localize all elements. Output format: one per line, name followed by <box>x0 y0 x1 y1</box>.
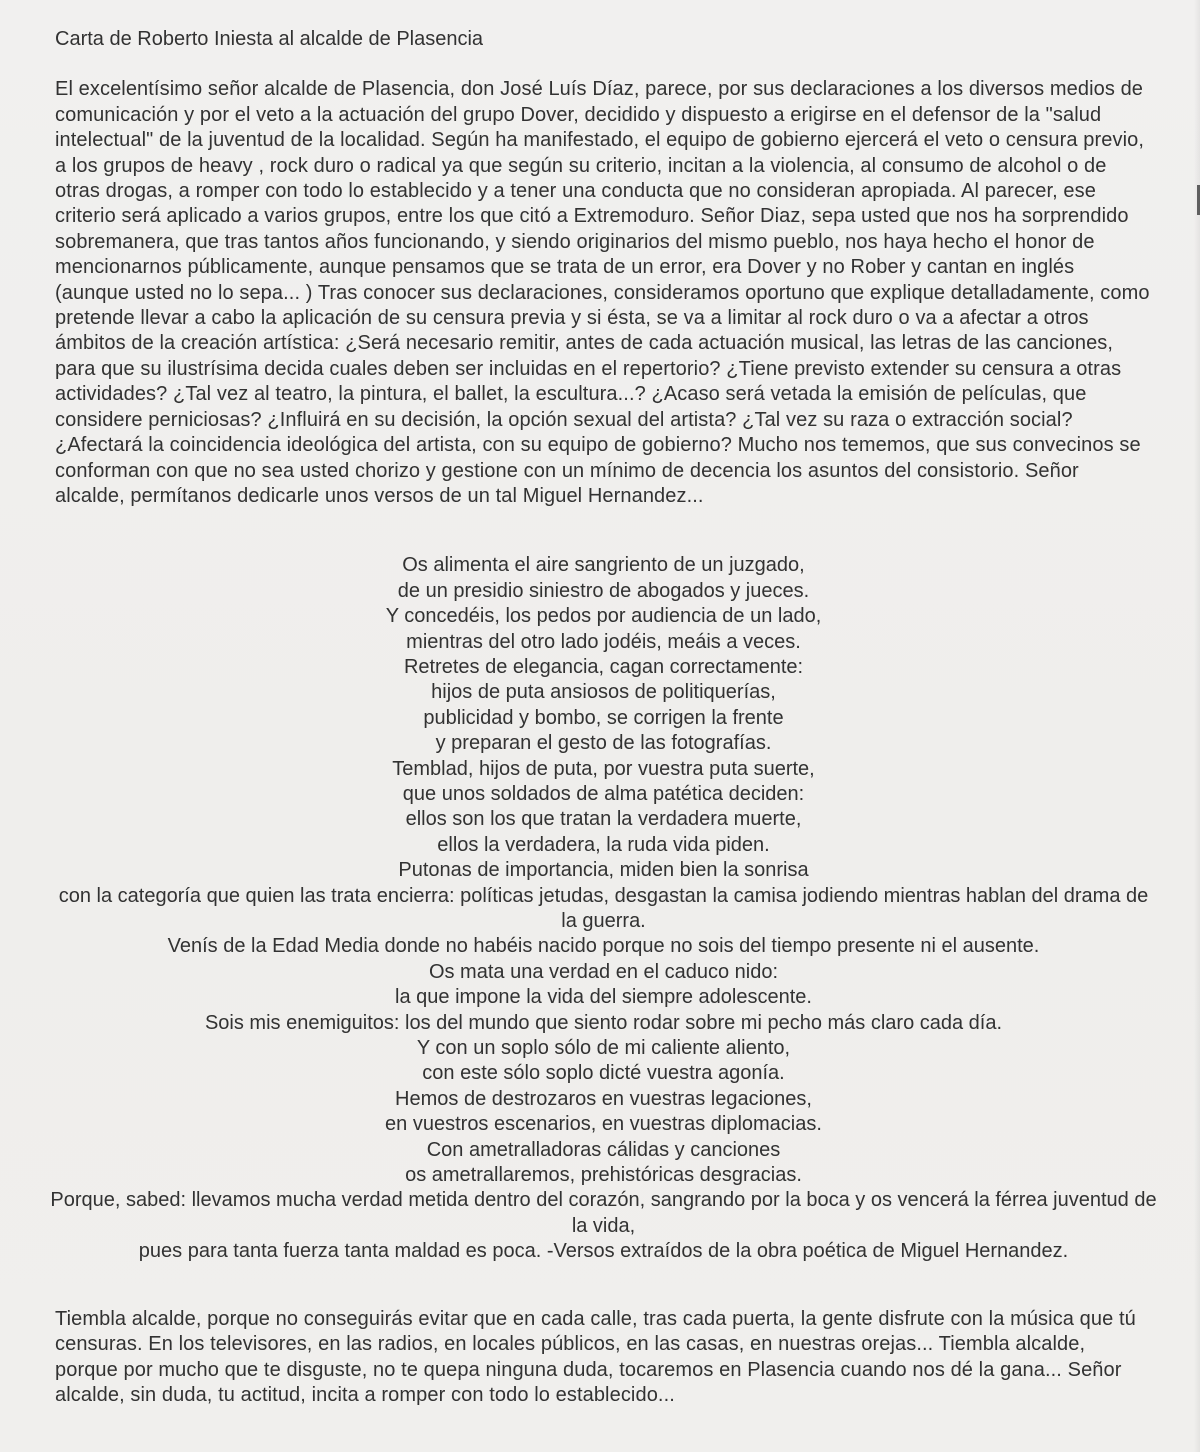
poem-line: Hemos de destrozaros en vuestras legaciones, <box>395 1087 812 1110</box>
poem-line: y preparan el gesto de las fotografías. <box>435 732 772 755</box>
poem-line: Sois mis enemiguitos: los del mundo que siento rodar sobre mi pecho más claro cada día. <box>204 1011 1003 1034</box>
poem-line: mientras del otro lado jodéis, meáis a veces. <box>406 630 801 653</box>
poem-block <box>49 553 1158 1264</box>
poem-line: ellos la verdadera, la ruda vida piden. <box>437 833 770 856</box>
poem-line: hijos de puta ansiosos de politiquerías, <box>431 681 776 704</box>
poem-line: Y con un soplo sólo de mi caliente aliento, <box>416 1037 791 1060</box>
poem-line: Temblad, hijos de puta, por vuestra puta suerte, <box>392 757 815 780</box>
poem-line: Os alimenta el aire sangriento de un juzgado, <box>402 554 805 577</box>
scan-edge-vignette <box>1194 0 1200 1452</box>
poem-line: en vuestros escenarios, en vuestras diplomacias. <box>385 1113 822 1136</box>
letter-title: Carta de Roberto Iniesta al alcalde de Plasencia <box>55 28 484 50</box>
poem-line: de un presidio siniestro de abogados y jueces. <box>397 579 810 602</box>
poem-line: pues para tanta fuerza tanta maldad es poca. -Versos extraídos de la obra poética de Miguel Hernandez. <box>138 1240 1069 1263</box>
poem-line: Con ametralladoras cálidas y canciones <box>426 1138 781 1161</box>
poem-line: Retretes de elegancia, cagan correctamente: <box>403 655 804 678</box>
poem-line: os ametrallaremos, prehistóricas desgracias. <box>405 1164 802 1187</box>
poem-line: Putonas de importancia, miden bien la sonrisa <box>398 859 809 882</box>
poem-line: Y concedéis, los pedos por audiencia de un lado, <box>385 605 822 628</box>
poem-line: Porque, sabed: llevamos mucha verdad metida dentro del corazón, sangrando por la boca y os vencerá la férrea juventud de la vida, <box>50 1189 1157 1237</box>
poem-line: la que impone la vida del siempre adolescente. <box>395 986 812 1009</box>
poem-line: Os mata una verdad en el caduco nido: <box>428 960 779 983</box>
poem-line: con este sólo soplo dicté vuestra agonía. <box>422 1062 785 1085</box>
letter-intro-paragraph: El excelentísimo señor alcalde de Plasencia, don José Luís Díaz, parece, por sus declaraciones a los diversos medios de comunicación y por el veto a la actuación del grupo Dover, decidido y dispuesto a erigirse en el defensor de la "salud intelectual" de la juventud de la localidad. Según ha manifestado, el equipo de gobierno ejercerá el veto o censura previo, a los grupos de heavy , rock duro o radical ya que según su criterio, incitan a la violencia, al consumo de alcohol o de otras drogas, a romper con todo lo establecido y a tener una conducta que no consideran apropiada. Al parecer, ese criterio será aplicado a varios grupos, entre los que citó a Extremoduro. Señor Diaz, sepa usted que nos ha sorprendido sobremanera, que tras tantos años funcionando, y siendo originarios del mismo pueblo, nos haya hecho el honor de mencionarnos públicamente, aunque pensamos que se trata de un error, era Dover y no Rober y cantan en inglés (aunque usted no lo sepa... ) Tras conocer sus declaraciones, consideramos oportuno que explique detalladamente, como pretende llevar a cabo la aplicación de su censura previa y si ésta, se va a limitar al rock duro o va a afectar a otros ámbitos de la creación artística: ¿Será necesario remitir, antes de cada actuación musical, las letras de las canciones, para que su ilustrísima decida cuales deben ser incluidas en el repertorio? ¿Tiene previsto extender su censura a otras actividades? ¿Tal vez al teatro, la pintura, el ballet, la escultura...? ¿Acaso será vetada la emisión de películas, que considere perniciosas? ¿Influirá en su decisión, la opción sexual del artista? ¿Tal vez su raza o extracción social? ¿Afectará la coincidencia ideológica del artista, con su equipo de gobierno? Mucho nos tememos, que sus convecinos se conforman con que no sea usted chorizo y gestione con un mínimo de decencia los asuntos del consistorio. Señor alcalde, permítanos dedicarle unos versos de un tal Miguel Hernandez... <box>55 78 1150 507</box>
poem-line: ellos son los que tratan la verdadera muerte, <box>405 808 802 831</box>
poem-line: Venís de la Edad Media donde no habéis nacido porque no sois del tiempo presente ni el ausente. <box>167 935 1040 958</box>
poem-line: que unos soldados de alma patética deciden: <box>402 782 805 805</box>
poem-line: con la categoría que quien las trata encierra: políticas jetudas, desgastan la camisa jodiendo mientras hablan del drama de la guerra. <box>58 884 1149 932</box>
poem-line: publicidad y bombo, se corrigen la frente <box>423 706 784 729</box>
letter-closing-paragraph: Tiembla alcalde, porque no conseguirás evitar que en cada calle, tras cada puerta, la gente disfrute con la música que tú censuras. En los televisores, en las radios, en locales públicos, en las casas, en nuestras orejas... Tiembla alcalde, porque por mucho que te disguste, no te quepa ninguna duda, tocaremos en Plasencia cuando nos dé la gana... Señor alcalde, sin duda, tu actitud, incita a romper con todo lo establecido... <box>55 1307 1136 1406</box>
